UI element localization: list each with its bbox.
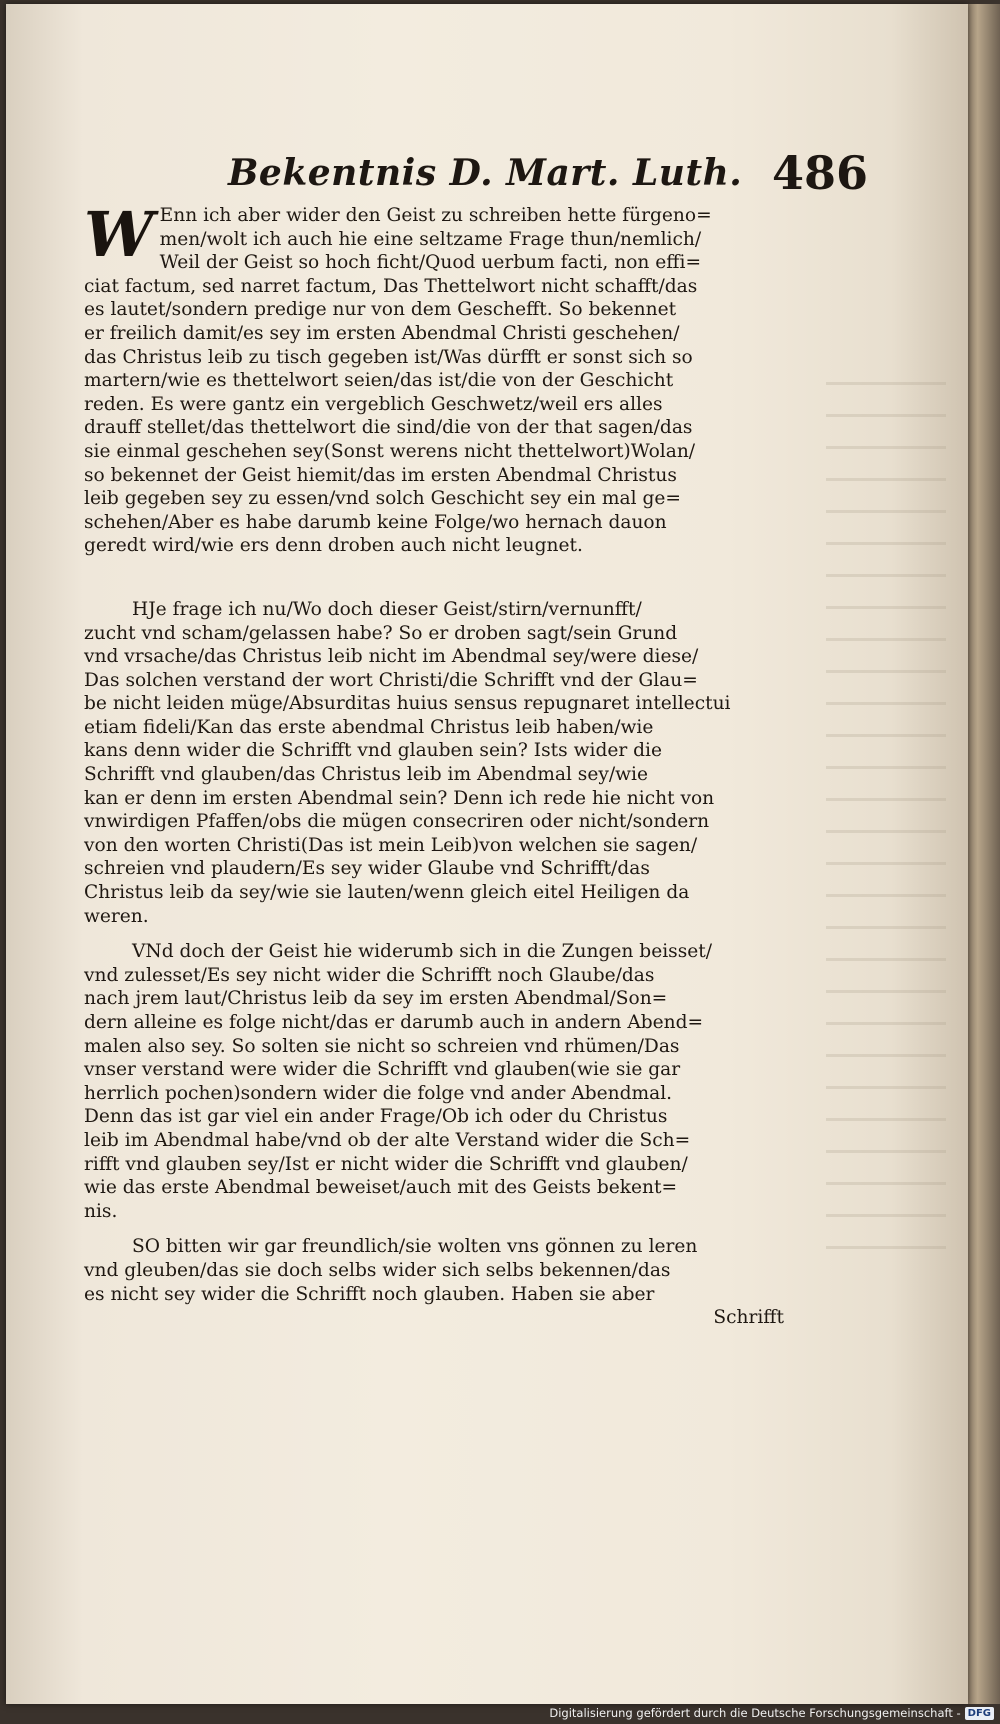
page-header (228, 146, 868, 202)
paragraph-4 (84, 1235, 784, 1329)
text-line: weren. (84, 905, 149, 927)
text-line: vnwirdigen Pfaffen/obs die mügen consecriren oder nicht/sondern (84, 811, 710, 833)
text-line: ciat factum, sed narret factum, Das Thettelwort nicht schafft/das (84, 275, 698, 297)
page-number: 486 (771, 146, 868, 200)
decorated-initial: W (84, 198, 154, 271)
text-line: leib im Abendmal habe/vnd ob der alte Verstand wider die Sch= (84, 1129, 691, 1151)
text-line: Denn das ist gar viel ein ander Frage/Ob ich oder du Christus (84, 1106, 668, 1128)
book-page (6, 4, 968, 1704)
paragraph-gap (84, 558, 784, 598)
paragraph-1 (84, 198, 784, 558)
text-line: wie das erste Abendmal beweiset/auch mit des Geists bekent= (84, 1177, 678, 1199)
text-line: zucht vnd scham/gelassen habe? So er droben sagt/sein Grund (84, 622, 678, 644)
text-line: vnd gleuben/das sie doch selbs wider sich selbs bekennen/das (84, 1259, 671, 1281)
text-line: von den worten Christi(Das ist mein Leib)von welchen sie sagen/ (84, 834, 698, 856)
text-line: er freilich damit/es sey im ersten Abendmal Christi geschehen/ (84, 322, 680, 344)
paragraph-3 (84, 940, 784, 1223)
text-line: Schrifft vnd glauben/das Christus leib im Abendmal sey/wie (84, 764, 648, 786)
text-line: etiam fideli/Kan das erste abendmal Christus leib haben/wie (84, 716, 654, 738)
running-head: Bekentnis D. Mart. Luth. (228, 152, 743, 194)
digitization-credit (549, 1703, 994, 1723)
text-line: HJe frage ich nu/Wo doch dieser Geist/stirn/vernunfft/ (132, 598, 642, 620)
text-line: Das solchen verstand der wort Christi/die Schrifft vnd der Glau= (84, 669, 698, 691)
text-line: schehen/Aber es habe darumb keine Folge/wo hernach dauon (84, 511, 667, 533)
text-line: drauff stellet/das thettelwort die sind/die von der that sagen/das (84, 417, 693, 439)
text-line: herrlich pochen)sondern wider die folge vnd ander Abendmal. (84, 1082, 673, 1104)
text-line: es lautet/sondern predige nur von dem Geschefft. So bekennet (84, 299, 677, 321)
dfg-logo: DFG (965, 1707, 994, 1720)
text-line: reden. Es were gantz ein vergeblich Geschwetz/weil ers alles (84, 393, 663, 415)
text-line: vnd vrsache/das Christus leib nicht im Abendmal sey/were diese/ (84, 646, 699, 668)
text-line: martern/wie es thettelwort seien/das ist/die von der Geschicht (84, 370, 674, 392)
text-line: so bekennet der Geist hiemit/das im ersten Abendmal Christus (84, 464, 677, 486)
text-line: be nicht leiden müge/Absurditas huius sensus repugnaret intellectui (84, 693, 731, 715)
text-line: kans denn wider die Schrifft vnd glauben sein? Ists wider die (84, 740, 663, 762)
credit-text: Digitalisierung gefördert durch die Deutsche Forschungsgemeinschaft - (549, 1706, 961, 1720)
text-line: Enn ich aber wider den Geist zu schreiben hette fürgeno= (159, 205, 712, 226)
text-line: men/wolt ich auch hie eine seltzame Frage thun/nemlich/ (159, 228, 702, 250)
text-line: Christus leib da sey/wie sie lauten/wenn gleich eitel Heiligen da (84, 882, 690, 904)
text-line: schreien vnd plaudern/Es sey wider Glaube vnd Schrifft/das (84, 858, 650, 880)
body-text (84, 198, 784, 1330)
text-line: rifft vnd glauben sey/Ist er nicht wider die Schrifft vnd glauben/ (84, 1153, 688, 1175)
text-line: vnd zulesset/Es sey nicht wider die Schrifft noch Glaube/das (84, 964, 655, 986)
paragraph-gap (84, 1223, 784, 1235)
paragraph-gap (84, 928, 784, 940)
catchword: Schrifft (713, 1307, 784, 1329)
text-line: dern alleine es folge nicht/das er darumb auch in andern Abend= (84, 1012, 704, 1033)
show-through-shadow (826, 364, 946, 1264)
text-line: malen also sey. So solten sie nicht so schreien vnd rhümen/Das (84, 1035, 680, 1057)
text-line: nis. (84, 1200, 118, 1222)
text-line: kan er denn im ersten Abendmal sein? Denn ich rede hie nicht von (84, 787, 715, 809)
text-line: VNd doch der Geist hie widerumb sich in die Zungen beisset/ (132, 941, 712, 963)
text-line: geredt wird/wie ers denn droben auch nicht leugnet. (84, 535, 583, 557)
text-line: nach jrem laut/Christus leib da sey im ersten Abendmal/Son= (84, 988, 668, 1010)
text-line: SO bitten wir gar freundlich/sie wolten vns gönnen zu leren (132, 1236, 698, 1258)
paragraph-2 (84, 598, 784, 928)
text-line: vnser verstand were wider die Schrifft vnd glauben(wie sie gar (84, 1059, 681, 1081)
text-line: leib gegeben sey zu essen/vnd solch Geschicht sey ein mal ge= (84, 488, 681, 510)
text-line: Weil der Geist so hoch ficht/Quod uerbum facti, non effi= (159, 252, 702, 274)
book-page-edge (968, 4, 1000, 1704)
text-line: das Christus leib zu tisch gegeben ist/Was dürfft er sonst sich so (84, 346, 693, 368)
text-line: es nicht sey wider die Schrifft noch glauben. Haben sie aber (84, 1283, 655, 1305)
text-line: sie einmal geschehen sey(Sonst werens nicht thettelwort)Wolan/ (84, 440, 696, 462)
